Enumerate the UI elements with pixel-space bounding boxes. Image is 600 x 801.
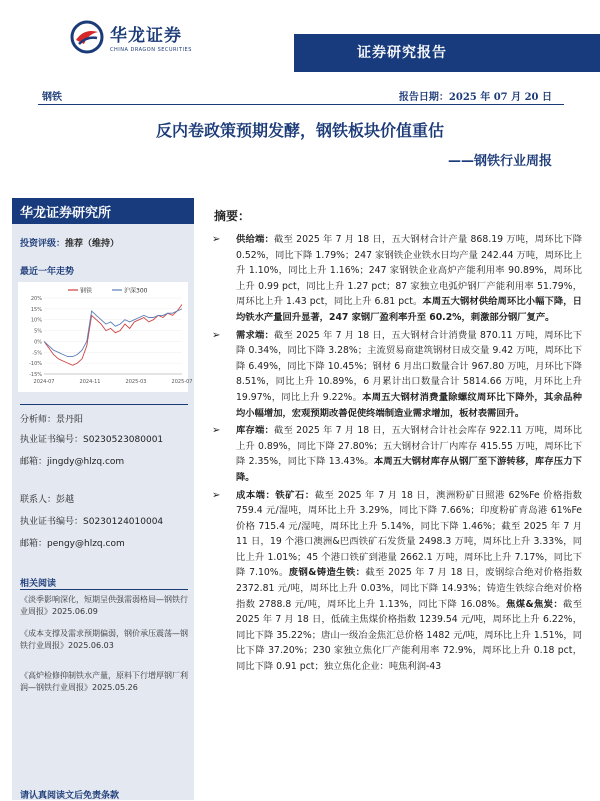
bullet-label: 供给端： — [236, 234, 274, 245]
disclaimer-note: 请认真阅读文后免责条款 — [20, 791, 120, 801]
dragon-logo-icon — [70, 20, 104, 54]
related-divider — [20, 589, 188, 590]
x-tick-label: 2024-11 — [79, 379, 101, 385]
report-title: 反内卷政策预期发酵，钢铁板块价值重估 — [155, 121, 444, 140]
header-banner — [294, 34, 600, 72]
y-tick-label: 5% — [34, 328, 42, 335]
bullet-label: 需求端： — [236, 329, 274, 341]
bullet-supply — [212, 232, 582, 326]
logo-chinese-name: 华龙证券 — [110, 26, 182, 46]
rating-label: 投资评级： — [20, 239, 66, 249]
bullet-emphasis: 本周五大钢材供给周环比小幅下降，日均铁水产量回升显著，247 家钢厂盈利率升至 60.2%，刺激部分钢厂复产。 — [236, 296, 582, 323]
sidebar — [12, 198, 194, 800]
bullet-demand — [212, 328, 582, 422]
arrow-icon: ➢ — [212, 489, 221, 501]
arrow-icon: ➢ — [212, 234, 221, 245]
sector-label: 钢铁 — [42, 92, 62, 103]
legend-label-hs300: 沪深300 — [124, 287, 148, 295]
summary-title: 摘要： — [214, 209, 251, 223]
y-tick-label: 10% — [30, 317, 42, 324]
y-tick-label: -10% — [29, 361, 42, 368]
bullet-emphasis: 本周五大钢材库存从钢厂至下游转移，库存压力下降。 — [236, 456, 582, 483]
y-tick-label: 15% — [30, 306, 42, 313]
divider — [20, 404, 188, 405]
analyst1-name: 分析师：景丹阳 — [20, 415, 84, 425]
related-title: 相关阅读 — [20, 579, 57, 589]
bullet-inventory — [212, 423, 582, 485]
related-item[interactable]: 《高炉检修抑制铁水产量，原料下行增厚钢厂利润—钢铁行业周报》2025.05.26 — [20, 671, 188, 692]
y-tick-label: -15% — [29, 372, 42, 378]
arrow-icon: ➢ — [212, 329, 221, 341]
coke-label: 焦煤&焦炭： — [506, 598, 564, 610]
report-subtitle: ——钢铁行业周报 — [447, 154, 552, 169]
bullet-text: 截至 2025 年 7 月 18 日，五大钢材合计消费量 870.11 万吨，周环比下降 0.34%，同比下降 3.28%；主流贸易商建筑钢材日成交量 9.42 万吨，周环比下降 6.49%，同比下降 10.45%；钢材 6 月出口数量合计 967.80 万吨，月环比下降 8.51%，同比上升 10.89%，6 月累计出口数量合计 5814.66 万吨，月环比上升 19.97%，同比上升 9.22%。 — [236, 329, 582, 403]
x-tick-label: 2025-03 — [125, 379, 147, 385]
rating-value: 推荐（维持） — [65, 239, 120, 249]
trend-chart-svg — [18, 282, 193, 392]
ore-label: 铁矿石： — [275, 489, 315, 501]
analyst1-email[interactable]: 邮箱：jingdy@hlzq.com — [20, 457, 125, 467]
banner-label: 证券研究报告 — [357, 45, 447, 61]
scrap-label: 废钢&铸造生铁： — [288, 567, 366, 579]
ore-text: 截至 2025 年 7 月 18 日，澳洲粉矿日照港 62%Fe 价格指数 759.4 元/湿吨，周环比上升 3.29%，同比下降 7.66%；印度粉矿青岛港 61%Fe 价格 715.4 元/湿吨，周环比上升 5.14%，同比下降 1.46%；截至 2025 年 7 月 11 日，19 个港口澳洲&巴西铁矿石发货量 2498.3 万吨，周环比上升 3.33%，同比上升 1.01%；45 个港口铁矿到港量 2662.1 万吨，周环比上升 7.17%，同比下降 7.10%。 — [236, 489, 582, 579]
analyst2-name: 联系人：彭越 — [20, 495, 75, 505]
bullet-label: 成本端： — [236, 489, 276, 501]
analyst1-cert: 执业证书编号：S0230523080001 — [20, 435, 164, 445]
x-tick-label: 2024-07 — [33, 379, 55, 385]
related-item[interactable]: 《成本支撑及需求预期偏弱，钢价承压震荡—钢铁行业周报》2025.06.03 — [20, 629, 188, 650]
arrow-icon: ➢ — [212, 425, 221, 437]
coke-text: 截至 2025 年 7 月 18 日，低硫主焦煤价格指数 1239.54 元/吨，周环比上升 6.22%，同比下降 35.22%；唐山一级冶金焦汇总价格 1482 元/吨，周环比上升 1.51%，同比下降 37.20%；230 家独立焦化厂产能利用率 72.9%，周环比上升 0.18 pct，同比下降 0.91 pct；独立焦化企业：吨焦利润-43 — [236, 598, 582, 673]
scrap-text: 截至 2025 年 7 月 18 日，废钢综合绝对价格指数 2372.81 元/吨，周环比上升 0.03%，同比下降 14.93%；铸造生铁综合绝对价格指数 2788.8 元/吨，周环比上升 1.13%，同比下降 16.08%。 — [236, 567, 582, 610]
bullet-label: 库存端： — [236, 425, 274, 437]
series-line-steel — [44, 305, 182, 366]
legend-label-steel: 钢铁 — [80, 287, 93, 295]
x-tick-label: 2025-07 — [171, 379, 193, 385]
series-line-hs300 — [44, 309, 182, 357]
report-date: 报告日期：2025 年 07 月 20 日 — [398, 92, 552, 103]
company-logo — [70, 20, 192, 54]
bullet-cost — [212, 488, 582, 675]
y-tick-label: 20% — [30, 296, 42, 302]
sidebar-org-title: 华龙证券研究所 — [12, 198, 194, 224]
summary-bullets — [212, 232, 582, 675]
trend-chart — [18, 282, 193, 392]
related-item[interactable]: 《淡季影响深化，短期呈供强需弱格局—钢铁行业周报》2025.06.09 — [20, 595, 188, 616]
bullet-text: 截至 2025 年 7 月 18 日，五大钢材合计社会库存 922.11 万吨，周环比上升 0.89%，同比下降 27.80%；五大钢材合计厂内库存 415.55 万吨，周环比下降 2.35%，同比下降 13.43%。 — [236, 425, 582, 468]
y-tick-label: -5% — [32, 350, 42, 357]
analyst2-email[interactable]: 邮箱：pengy@hlzq.com — [20, 539, 125, 549]
trend-title: 最近一年走势 — [20, 267, 75, 277]
rating-row — [20, 236, 119, 249]
bullet-text: 截至 2025 年 7 月 18 日，五大钢材合计产量 868.19 万吨，周环比下降 0.52%，同比下降 1.79%；247 家钢铁企业铁水日均产量 242.44 万吨，周环比上升 1.10%，同比上升 1.16%；247 家钢铁企业高炉产能利用率 90.89%，周环比上升 0.99 pct，同比上升 1.27 pct；87 家独立电弧炉钢厂产能利用率 51.79%，周环比上升 1.43 pct，同比上升 6.81 pct。 — [236, 234, 582, 308]
y-tick-label: 0% — [34, 339, 42, 346]
header-divider — [38, 104, 564, 105]
bullet-emphasis: 本周五大钢材消费量除螺纹周环比下降外，其余品种均小幅增加，宏观预期改善促使终端制造业需求增加，板材表需回升。 — [236, 391, 582, 419]
analyst2-cert: 执业证书编号：S0230124010004 — [20, 517, 164, 527]
logo-english-name: CHINA DRAGON SECURITIES — [110, 47, 192, 53]
